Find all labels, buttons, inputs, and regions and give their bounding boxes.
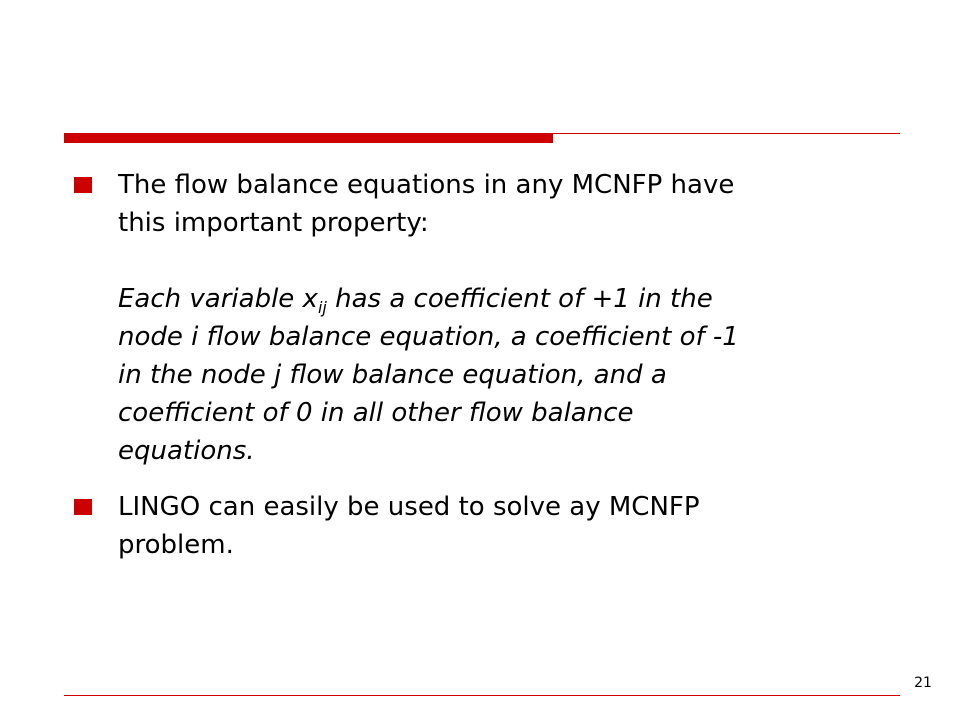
- bullet-line: this important property:: [118, 208, 429, 238]
- footer-divider: [64, 695, 900, 696]
- title-divider-thin: [553, 133, 900, 134]
- square-bullet-icon: [74, 177, 92, 193]
- bullet-line: The flow balance equations in any MCNFP have: [118, 170, 735, 200]
- emphasis-line: [118, 280, 904, 318]
- bullet-line: problem.: [118, 530, 234, 560]
- emphasis-line: node i flow balance equation, a coefficient of -1: [118, 322, 739, 352]
- emphasis-text: Each variable x: [118, 284, 318, 314]
- paragraph-spacer: [118, 242, 904, 280]
- emphasis-line: in the node j flow balance equation, and a: [118, 360, 667, 390]
- bullet-line: LINGO can easily be used to solve ay MCNFP: [118, 492, 700, 522]
- emphasis-text: has a coefficient of +1 in the: [326, 284, 713, 314]
- emphasis-line: equations.: [118, 436, 255, 466]
- page-number: 21: [914, 675, 932, 691]
- emphasis-line: coefficient of 0 in all other flow balance: [118, 398, 634, 428]
- slide-body: [74, 166, 904, 564]
- title-divider-thick: [64, 133, 553, 143]
- bullet-item-flow-balance: [74, 166, 904, 470]
- bullet-item-lingo: [74, 488, 904, 564]
- square-bullet-icon: [74, 499, 92, 515]
- variable-subscript: ij: [317, 298, 327, 317]
